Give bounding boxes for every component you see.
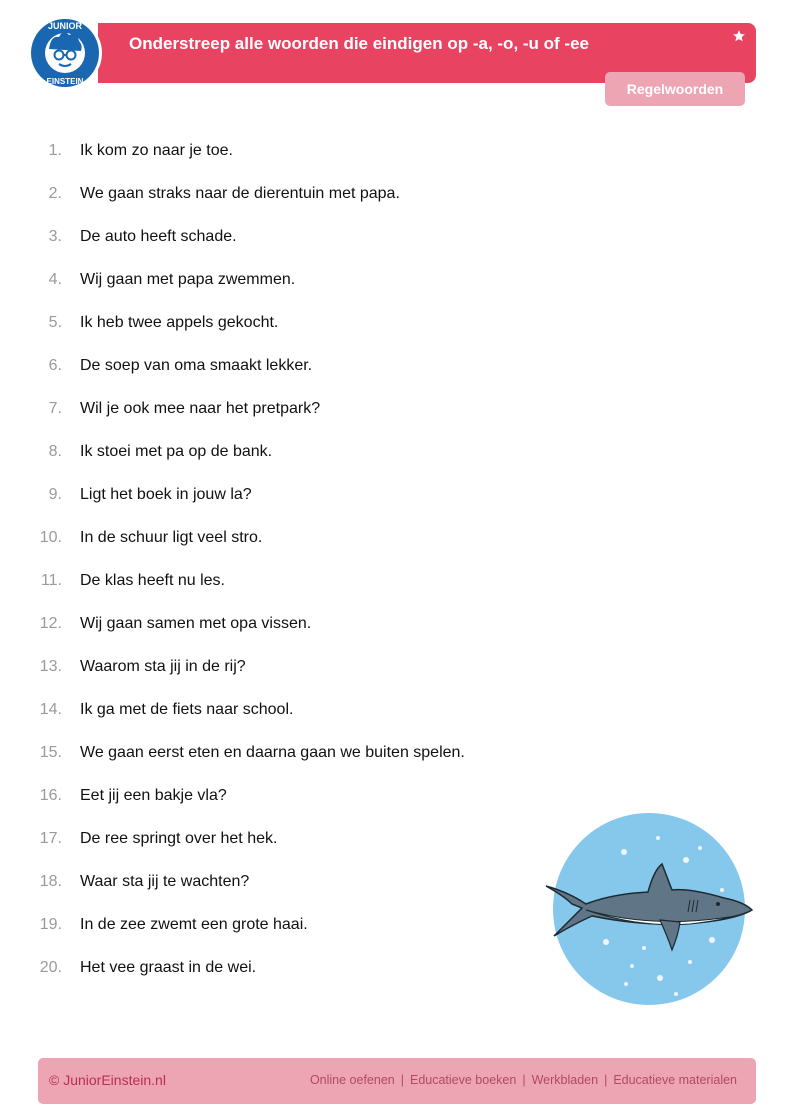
- sentence-number: 17.: [39, 830, 62, 847]
- category-badge[interactable]: Regelwoorden: [605, 72, 745, 106]
- sentence-item: [0, 174, 560, 217]
- sentence-item: [0, 561, 560, 604]
- sentence-item: [0, 604, 560, 647]
- sentence-number: 20.: [39, 959, 62, 976]
- footer-links: [310, 1073, 737, 1087]
- sentence-text: Eet jij een bakje vla?: [80, 787, 227, 804]
- sentence-item: [0, 260, 560, 303]
- sentence-number: 12.: [39, 615, 62, 632]
- sentence-item: [0, 647, 560, 690]
- sentence-text: Wil je ook mee naar het pretpark?: [80, 400, 321, 417]
- sentence-text: Wij gaan samen met opa vissen.: [80, 615, 312, 632]
- sentence-item: [0, 475, 560, 518]
- sentence-text: De auto heeft schade.: [80, 228, 237, 245]
- sentence-number: 7.: [48, 400, 62, 417]
- sentence-text: Ik heb twee appels gekocht.: [80, 314, 279, 331]
- sentence-item: [0, 776, 560, 819]
- sentence-text: We gaan eerst eten en daarna gaan we buiten spelen.: [80, 744, 465, 761]
- sentence-item: [0, 862, 560, 905]
- footer-separator: |: [400, 1073, 404, 1087]
- sentence-text: De ree springt over het hek.: [80, 830, 278, 847]
- sentence-item: [0, 819, 560, 862]
- star-icon[interactable]: [732, 29, 746, 43]
- footer-link[interactable]: Educatieve boeken: [409, 1073, 517, 1087]
- junior-einstein-logo[interactable]: [27, 15, 103, 91]
- footer-separator: |: [522, 1073, 526, 1087]
- sentence-text: Wij gaan met papa zwemmen.: [80, 271, 296, 288]
- sentence-number: 18.: [39, 873, 62, 890]
- sentence-item: [0, 690, 560, 733]
- sentence-number: 6.: [48, 357, 62, 374]
- sentence-text: Ik stoei met pa op de bank.: [80, 443, 273, 460]
- shark-illustration: [540, 808, 756, 1008]
- sentence-text: In de zee zwemt een grote haai.: [80, 916, 308, 933]
- sentence-number: 19.: [39, 916, 62, 933]
- sentence-text: In de schuur ligt veel stro.: [80, 529, 263, 546]
- sentence-text: Ligt het boek in jouw la?: [80, 486, 252, 503]
- page-title: Onderstreep alle woorden die eindigen op -a, -o, -u of -ee: [129, 34, 589, 53]
- sentence-text: Waar sta jij te wachten?: [80, 873, 250, 890]
- footer-link[interactable]: Online oefenen: [309, 1073, 395, 1087]
- sentence-number: 13.: [39, 658, 62, 675]
- sentence-text: We gaan straks naar de dierentuin met papa.: [80, 185, 400, 202]
- sentence-item: [0, 518, 560, 561]
- footer-link[interactable]: Educatieve materialen: [613, 1073, 737, 1087]
- sentence-list: [0, 131, 560, 991]
- sentence-number: 4.: [48, 271, 62, 288]
- sentence-number: 8.: [48, 443, 62, 460]
- sentence-number: 5.: [48, 314, 62, 331]
- svg-text:EINSTEIN: EINSTEIN: [46, 77, 84, 86]
- sentence-text: Waarom sta jij in de rij?: [80, 658, 246, 675]
- sentence-number: 16.: [39, 787, 62, 804]
- sentence-number: 11.: [40, 572, 62, 589]
- footer-separator: |: [604, 1073, 608, 1087]
- sentence-number: 14.: [39, 701, 62, 718]
- sentence-text: Ik kom zo naar je toe.: [80, 142, 233, 159]
- sentence-item: [0, 131, 560, 174]
- sentence-item: [0, 389, 560, 432]
- sentence-number: 3.: [48, 228, 62, 245]
- sentence-number: 9.: [48, 486, 62, 503]
- sentence-text: De soep van oma smaakt lekker.: [80, 357, 313, 374]
- svg-text:JUNIOR: JUNIOR: [47, 21, 83, 31]
- sentence-text: De klas heeft nu les.: [80, 572, 225, 589]
- sentence-item: [0, 217, 560, 260]
- sentence-number: 2.: [48, 185, 62, 202]
- sentence-number: 15.: [39, 744, 62, 761]
- sentence-item: [0, 905, 560, 948]
- sentence-number: 10.: [39, 529, 62, 546]
- copyright-text[interactable]: © JuniorEinstein.nl: [49, 1072, 166, 1088]
- sentence-item: [0, 948, 560, 991]
- sentence-item: [0, 303, 560, 346]
- sentence-item: [0, 733, 560, 776]
- sentence-item: [0, 346, 560, 389]
- footer: [38, 1058, 756, 1104]
- sentence-item: [0, 432, 560, 475]
- sentence-text: Het vee graast in de wei.: [80, 959, 257, 976]
- sentence-number: 1.: [48, 142, 62, 159]
- sentence-text: Ik ga met de fiets naar school.: [80, 701, 294, 718]
- footer-link[interactable]: Werkbladen: [531, 1073, 599, 1087]
